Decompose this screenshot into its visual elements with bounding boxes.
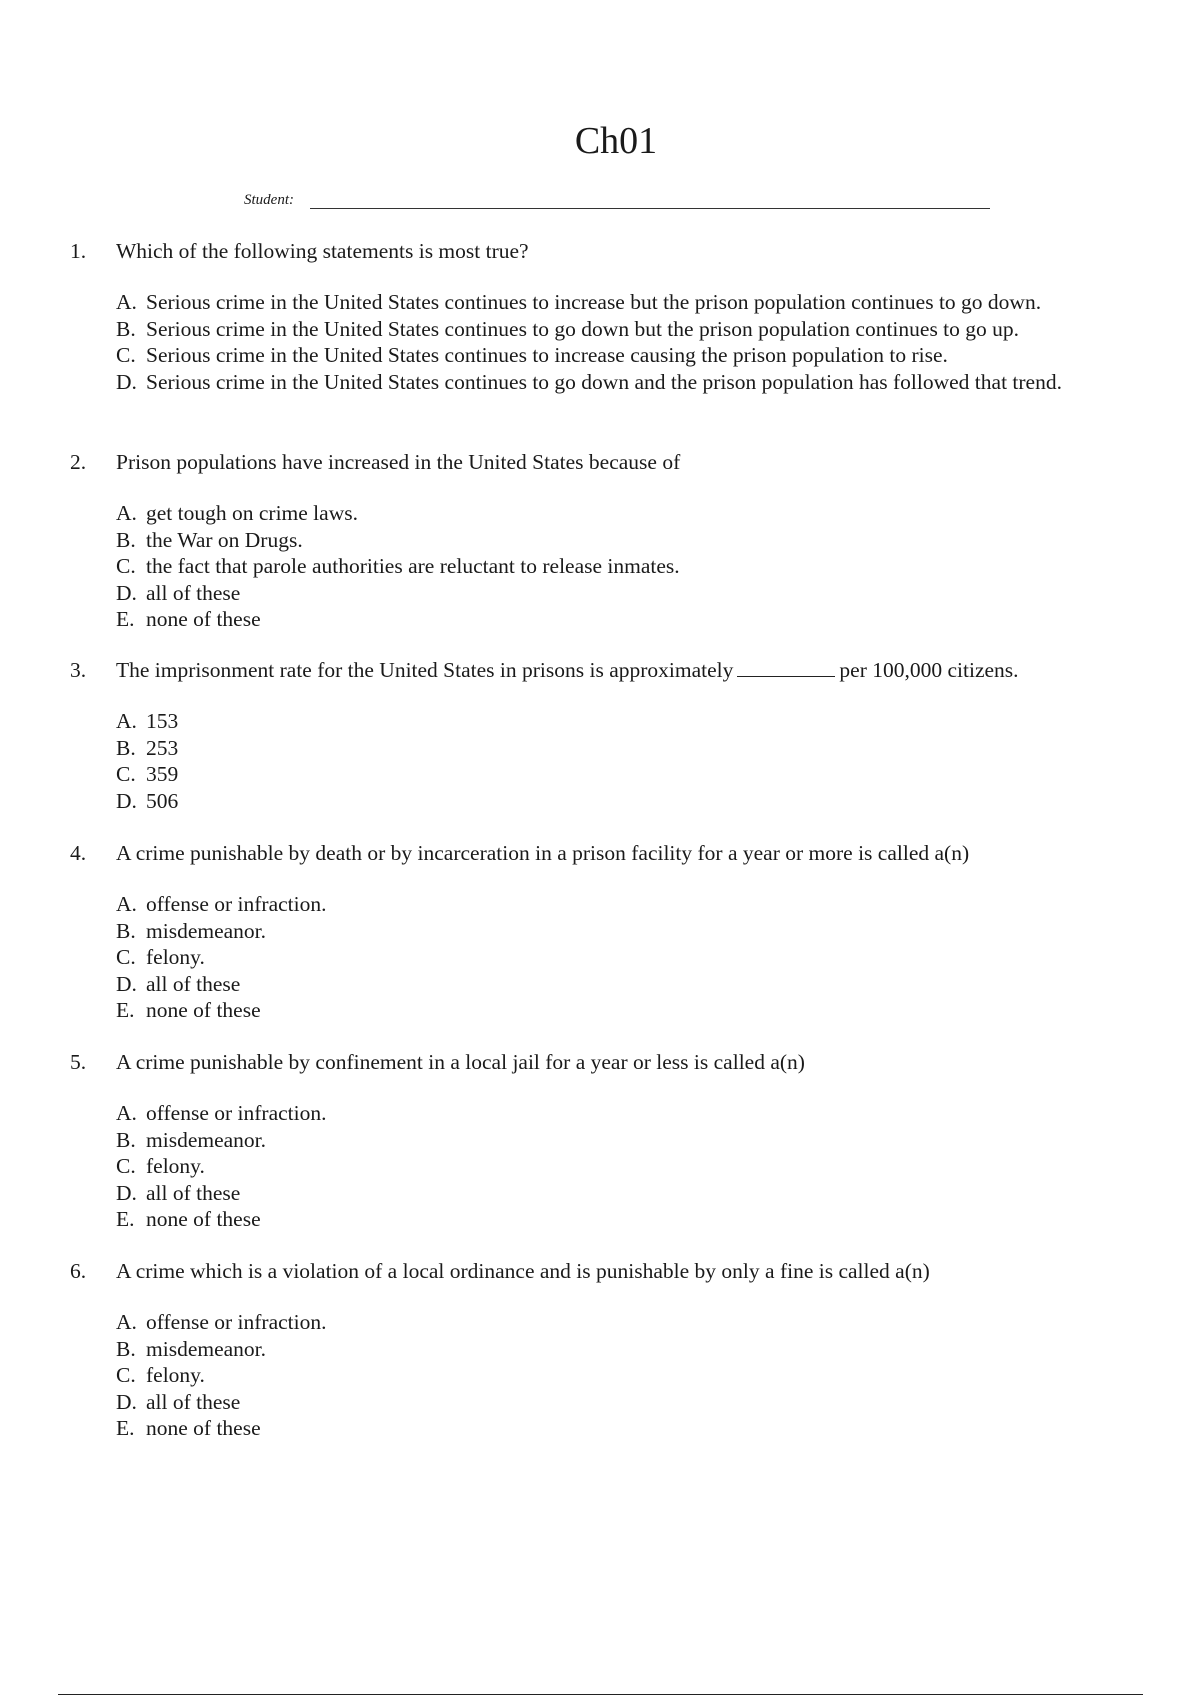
question-stem bbox=[70, 448, 1170, 476]
question-stem bbox=[70, 237, 1170, 265]
option-text: misdemeanor. bbox=[146, 1127, 267, 1152]
option-letter: D. bbox=[116, 788, 137, 813]
question-text: A crime which is a violation of a local ordinance and is punishable by only a fine is called a(n) bbox=[116, 1259, 930, 1283]
student-label: Student: bbox=[244, 192, 294, 208]
question-text: A crime punishable by confinement in a local jail for a year or less is called a(n) bbox=[116, 1050, 805, 1074]
option-text: offense or infraction. bbox=[146, 1101, 327, 1125]
option-text: all of these bbox=[146, 1389, 241, 1414]
option-text: felony. bbox=[146, 1154, 205, 1178]
option-text: get tough on crime laws. bbox=[146, 501, 358, 525]
answer-option-c bbox=[116, 761, 1170, 788]
option-text: 506 bbox=[146, 788, 179, 813]
answer-option-a bbox=[116, 289, 1170, 316]
question-stem bbox=[70, 839, 1170, 867]
question-number: 4. bbox=[70, 841, 87, 865]
answer-option-b bbox=[116, 316, 1170, 343]
question-stem bbox=[70, 1048, 1170, 1076]
answer-option-e bbox=[116, 1415, 1170, 1442]
answer-option-b bbox=[116, 1336, 1170, 1363]
answer-option-c bbox=[116, 1153, 1170, 1180]
answer-options bbox=[116, 500, 1170, 633]
option-text: felony. bbox=[146, 945, 205, 969]
option-letter: E. bbox=[116, 1416, 135, 1440]
answer-option-e bbox=[116, 1206, 1170, 1233]
answer-option-c bbox=[116, 1362, 1170, 1389]
question-number: 5. bbox=[70, 1050, 87, 1074]
answer-option-e bbox=[116, 997, 1170, 1024]
answer-options bbox=[116, 891, 1170, 1024]
answer-option-a bbox=[116, 891, 1170, 918]
answer-options bbox=[116, 1100, 1170, 1233]
fill-in-blank bbox=[737, 676, 835, 677]
option-text: misdemeanor. bbox=[146, 918, 267, 943]
option-letter: B. bbox=[116, 1336, 136, 1361]
option-text: none of these bbox=[146, 1207, 261, 1231]
answer-option-d bbox=[116, 788, 1170, 815]
option-text: all of these bbox=[146, 1180, 241, 1205]
option-letter: B. bbox=[116, 918, 136, 943]
option-text: Serious crime in the United States continues to go down and the prison population has followed that trend. bbox=[146, 369, 1062, 394]
question-4 bbox=[70, 839, 1170, 1024]
option-letter: E. bbox=[116, 607, 135, 631]
option-letter: D. bbox=[116, 580, 137, 605]
option-letter: A. bbox=[116, 1101, 137, 1125]
answer-option-d bbox=[116, 580, 1170, 607]
answer-option-a bbox=[116, 500, 1170, 527]
question-text-before-blank: The imprisonment rate for the United States in prisons is approximately bbox=[116, 658, 734, 682]
answer-option-d bbox=[116, 369, 1170, 396]
answer-option-d bbox=[116, 1389, 1170, 1416]
option-letter: C. bbox=[116, 343, 136, 367]
question-5 bbox=[70, 1048, 1170, 1233]
option-letter: B. bbox=[116, 735, 136, 760]
option-text: 253 bbox=[146, 735, 179, 760]
question-text-after-blank: per 100,000 citizens. bbox=[839, 658, 1019, 682]
answer-options bbox=[116, 289, 1170, 395]
student-name-row bbox=[244, 192, 990, 214]
option-letter: C. bbox=[116, 1363, 136, 1387]
option-letter: B. bbox=[116, 1127, 136, 1152]
question-number: 3. bbox=[70, 658, 87, 682]
option-text: 359 bbox=[146, 762, 179, 786]
option-letter: D. bbox=[116, 369, 137, 394]
option-text: offense or infraction. bbox=[146, 892, 327, 916]
option-text: all of these bbox=[146, 971, 241, 996]
option-letter: A. bbox=[116, 1310, 137, 1334]
option-letter: C. bbox=[116, 762, 136, 786]
question-3 bbox=[70, 656, 1170, 814]
question-6 bbox=[70, 1257, 1170, 1442]
answer-option-b bbox=[116, 735, 1170, 762]
option-text: the War on Drugs. bbox=[146, 527, 303, 552]
question-stem bbox=[70, 656, 1170, 684]
answer-option-d bbox=[116, 971, 1170, 998]
option-text: felony. bbox=[146, 1363, 205, 1387]
question-text: Prison populations have increased in the United States because of bbox=[116, 450, 681, 474]
answer-option-b bbox=[116, 1127, 1170, 1154]
answer-options bbox=[116, 708, 1170, 814]
option-letter: A. bbox=[116, 290, 137, 314]
option-text: Serious crime in the United States continues to go down but the prison population continues to go up. bbox=[146, 316, 1020, 341]
option-letter: A. bbox=[116, 501, 137, 525]
question-text: Which of the following statements is most true? bbox=[116, 239, 529, 263]
option-text: offense or infraction. bbox=[146, 1310, 327, 1334]
answer-option-c bbox=[116, 553, 1170, 580]
option-letter: D. bbox=[116, 971, 137, 996]
option-letter: C. bbox=[116, 945, 136, 969]
option-letter: D. bbox=[116, 1180, 137, 1205]
option-text: all of these bbox=[146, 580, 241, 605]
question-1 bbox=[70, 237, 1170, 395]
student-name-line bbox=[310, 208, 990, 209]
answer-option-a bbox=[116, 1100, 1170, 1127]
option-text: none of these bbox=[146, 1416, 261, 1440]
option-letter: A. bbox=[116, 892, 137, 916]
answer-option-d bbox=[116, 1180, 1170, 1207]
option-text: none of these bbox=[146, 607, 261, 631]
answer-option-e bbox=[116, 606, 1170, 633]
option-text: Serious crime in the United States continues to increase causing the prison population to rise. bbox=[146, 343, 948, 367]
option-text: none of these bbox=[146, 998, 261, 1022]
option-letter: C. bbox=[116, 1154, 136, 1178]
option-letter: B. bbox=[116, 316, 136, 341]
option-letter: B. bbox=[116, 527, 136, 552]
option-letter: C. bbox=[116, 554, 136, 578]
answer-option-a bbox=[116, 1309, 1170, 1336]
page-title: Ch01 bbox=[574, 120, 658, 162]
answer-option-c bbox=[116, 342, 1170, 369]
option-text: misdemeanor. bbox=[146, 1336, 267, 1361]
option-letter: D. bbox=[116, 1389, 137, 1414]
question-number: 1. bbox=[70, 239, 87, 263]
option-text: the fact that parole authorities are reluctant to release inmates. bbox=[146, 554, 680, 578]
question-text: A crime punishable by death or by incarceration in a prison facility for a year or more is called a(n) bbox=[116, 841, 970, 865]
answer-option-b bbox=[116, 527, 1170, 554]
question-2 bbox=[70, 448, 1170, 633]
answer-option-a bbox=[116, 708, 1170, 735]
question-text bbox=[116, 656, 1170, 684]
option-letter: A. bbox=[116, 709, 137, 733]
answer-options bbox=[116, 1309, 1170, 1442]
question-number: 6. bbox=[70, 1259, 87, 1283]
option-letter: E. bbox=[116, 998, 135, 1022]
question-number: 2. bbox=[70, 450, 87, 474]
option-text: 153 bbox=[146, 709, 179, 733]
answer-option-c bbox=[116, 944, 1170, 971]
question-stem bbox=[70, 1257, 1170, 1285]
option-letter: E. bbox=[116, 1207, 135, 1231]
option-text: Serious crime in the United States continues to increase but the prison population continues to go down. bbox=[146, 290, 1042, 314]
answer-option-b bbox=[116, 918, 1170, 945]
footer-divider bbox=[58, 1694, 1143, 1695]
